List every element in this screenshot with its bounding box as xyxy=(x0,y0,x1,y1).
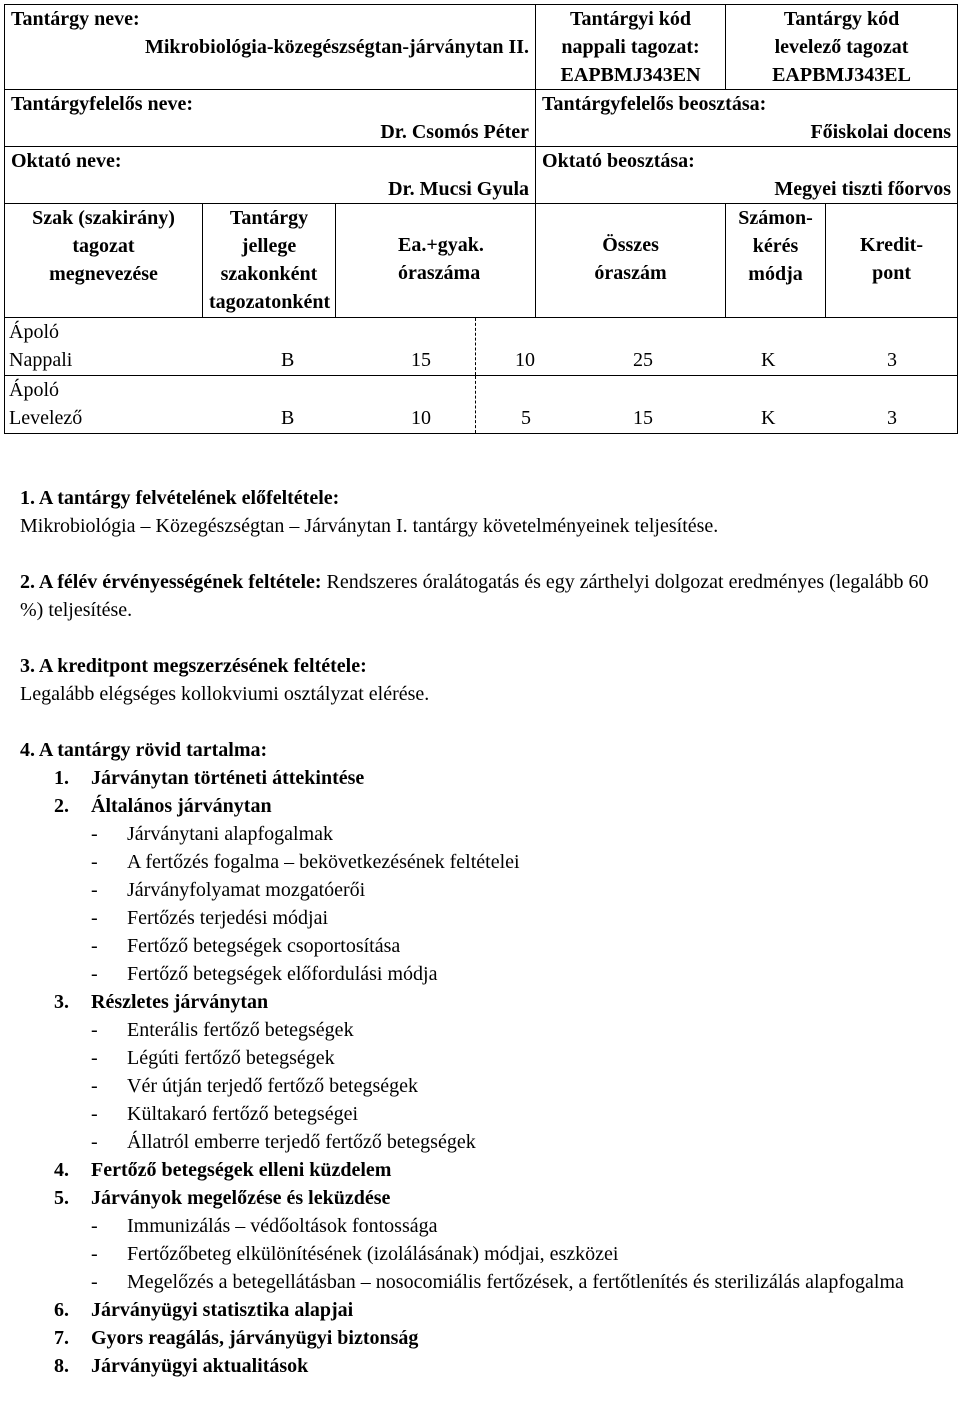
col-jelleg xyxy=(203,204,336,318)
subject-name-label: Tantárgy neve: xyxy=(11,8,140,30)
topic-item xyxy=(20,1184,940,1212)
row-kredit: 3 xyxy=(887,407,897,429)
responsible-position-cell xyxy=(536,90,958,147)
col-szamon-line: kérés xyxy=(752,235,799,257)
row-szamonkeres: K xyxy=(761,407,776,429)
section-title: 4. A tantárgy rövid tartalma: xyxy=(20,739,268,761)
topic-subitem: - Immunizálás – védőoltások fontossága xyxy=(91,1215,438,1237)
topic-subitem-text: Fertőző betegségek csoportosítása xyxy=(127,935,401,957)
code-corr: EAPBMJ343EL xyxy=(772,64,911,86)
row-cell xyxy=(5,376,958,434)
topic-title: Járványügyi statisztika alapjai xyxy=(91,1299,354,1321)
topic-subitem: - Fertőzés terjedési módjai xyxy=(91,907,329,929)
col-jelleg-line: szakonként xyxy=(220,263,318,285)
topic-item xyxy=(20,988,940,1016)
col-szak-line: megnevezése xyxy=(49,263,158,285)
row-szak: Ápoló xyxy=(9,321,59,343)
topic-subitem-text: A fertőzés fogalma – bekövetkezésének feltételei xyxy=(127,851,520,873)
teacher-position-label: Oktató beosztása: xyxy=(542,150,695,172)
code-day-label-2: nappali tagozat: xyxy=(561,36,700,58)
row-cell xyxy=(5,318,958,376)
row-tagozat: Nappali xyxy=(9,349,73,371)
subject-name-cell xyxy=(5,5,536,90)
teacher-label: Oktató neve: xyxy=(11,150,122,172)
col-jelleg-line: jellege xyxy=(241,235,297,257)
responsible-name: Dr. Csomós Péter xyxy=(380,121,530,143)
col-osszes-line: óraszám xyxy=(594,262,667,284)
responsible-cell xyxy=(5,90,536,147)
topic-title: Járványtan történeti áttekintése xyxy=(91,767,365,789)
row-ea: 10 xyxy=(411,407,431,429)
code-corr-label-2: levelező tagozat xyxy=(774,36,909,58)
topic-subitem: - A fertőzés fogalma – bekövetkezésének feltételei xyxy=(91,851,520,873)
topic-subitem-text: Megelőzés a betegellátásban – nosocomiális fertőzések, a fertőtlenítés és sterilizálás alapfogalma xyxy=(127,1271,904,1293)
topic-item xyxy=(20,1156,940,1184)
topic-title: Részletes járványtan xyxy=(91,991,269,1013)
topic-subitem: - Légúti fertőző betegségek xyxy=(91,1047,335,1069)
topic-subitem-text: Járványtani alapfogalmak xyxy=(127,823,334,845)
code-day: EAPBMJ343EN xyxy=(560,64,701,86)
topic-title: Járványok megelőzése és leküzdése xyxy=(91,1187,391,1209)
topic-number: 4. xyxy=(54,1159,69,1181)
subject-table xyxy=(4,4,957,434)
row-szak: Ápoló xyxy=(9,379,59,401)
topic-title: Gyors reagálás, járványügyi biztonság xyxy=(91,1327,419,1349)
section-title: 1. A tantárgy felvételének előfeltétele: xyxy=(20,487,340,509)
teacher-name: Dr. Mucsi Gyula xyxy=(388,178,530,200)
col-szamonkeres xyxy=(726,204,826,318)
col-osszes-line: Összes xyxy=(602,234,659,256)
topic-subitem: - Járványfolyamat mozgatóerői xyxy=(91,879,366,901)
topic-subitem-text: Enterális fertőző betegségek xyxy=(127,1019,354,1041)
row-jelleg: B xyxy=(281,349,295,371)
subject-name: Mikrobiológia-közegészségtan-járványtan II. xyxy=(144,36,530,58)
row-jelleg: B xyxy=(281,407,295,429)
row-osszes: 25 xyxy=(633,349,653,371)
row-gyak: 10 xyxy=(515,349,535,371)
col-jelleg-line: tagozatonként xyxy=(209,291,331,313)
section-prerequisite xyxy=(20,484,940,540)
col-szamon-line: módja xyxy=(748,263,803,285)
teacher-position-cell xyxy=(536,147,958,204)
topic-subitem-text: Légúti fertőző betegségek xyxy=(127,1047,335,1069)
col-szak-line: Szak (szakirány) xyxy=(32,207,175,229)
topic-subitem-text: Vér útján terjedő fertőző betegségek xyxy=(127,1075,418,1097)
topic-subitem: - Megelőzés a betegellátásban – nosocomiális fertőzések, a fertőtlenítés és sterilizálás alapfogalma xyxy=(91,1271,904,1293)
topic-subitem-text: Immunizálás – védőoltások fontossága xyxy=(127,1215,438,1237)
table-row xyxy=(5,376,958,434)
topic-title: Általános járványtan xyxy=(91,795,272,817)
col-szak xyxy=(5,204,203,318)
col-szak-line: tagozat xyxy=(72,235,135,257)
topic-item xyxy=(20,792,940,820)
section-validity xyxy=(20,568,940,624)
code-day-cell xyxy=(536,5,726,90)
topic-subitem: - Fertőző betegségek előfordulási módja xyxy=(91,963,438,985)
row-values xyxy=(9,404,953,432)
topic-number: 6. xyxy=(54,1299,69,1321)
topic-subitem-text: Fertőző betegségek előfordulási módja xyxy=(127,963,438,985)
section-title: 3. A kreditpont megszerzésének feltétele: xyxy=(20,655,367,677)
topic-subitem-text: Fertőzőbeteg elkülönítésének (izolálásának) módjai, eszközei xyxy=(127,1243,619,1265)
topic-number: 7. xyxy=(54,1327,69,1349)
col-kredit-line: Kredit- xyxy=(860,234,923,256)
topic-subitem: - Enterális fertőző betegségek xyxy=(91,1019,354,1041)
topic-title: Fertőző betegségek elleni küzdelem xyxy=(91,1159,392,1181)
topic-subitem-text: Kültakaró fertőző betegségei xyxy=(127,1103,359,1125)
topic-number: 3. xyxy=(54,991,69,1013)
teacher-position: Megyei tiszti főorvos xyxy=(774,178,952,200)
topic-number: 1. xyxy=(54,767,69,789)
topic-item xyxy=(20,1296,940,1324)
topic-subitem: - Kültakaró fertőző betegségei xyxy=(91,1103,359,1125)
topic-subitem: - Járványtani alapfogalmak xyxy=(91,823,334,845)
topic-item xyxy=(20,1324,940,1352)
row-tagozat: Levelező xyxy=(9,407,83,429)
responsible-position: Főiskolai docens xyxy=(810,121,952,143)
topic-number: 2. xyxy=(54,795,69,817)
code-day-label: Tantárgyi kód xyxy=(570,8,692,30)
teacher-cell xyxy=(5,147,536,204)
col-kredit xyxy=(826,204,958,318)
topic-item xyxy=(20,764,940,792)
col-jelleg-line: Tantárgy xyxy=(229,207,309,229)
row-ea: 15 xyxy=(411,349,431,371)
section-contents xyxy=(20,736,940,1380)
table-row xyxy=(5,318,958,376)
topic-subitem: - Állatról emberre terjedő fertőző betegségek xyxy=(91,1131,476,1153)
row-values xyxy=(9,346,953,374)
row-osszes: 15 xyxy=(633,407,653,429)
topic-number: 8. xyxy=(54,1355,69,1377)
code-corr-label: Tantárgy kód xyxy=(783,8,900,30)
row-gyak: 5 xyxy=(521,407,531,429)
col-osszes xyxy=(536,204,726,318)
topic-number: 5. xyxy=(54,1187,69,1209)
topic-subitem: - Vér útján terjedő fertőző betegségek xyxy=(91,1075,418,1097)
syllabus-content xyxy=(20,484,940,1380)
section-credit xyxy=(20,652,940,708)
row-kredit: 3 xyxy=(887,349,897,371)
row-szamonkeres: K xyxy=(761,349,776,371)
responsible-position-label: Tantárgyfelelős beosztása: xyxy=(542,93,767,115)
topic-title: Járványügyi aktualitások xyxy=(91,1355,309,1377)
topic-subitem-text: Fertőzés terjedési módjai xyxy=(127,907,329,929)
topic-list xyxy=(20,764,940,1380)
col-ora xyxy=(336,204,536,318)
topic-item xyxy=(20,1352,940,1380)
topic-subitem: - Fertőző betegségek csoportosítása xyxy=(91,935,401,957)
responsible-label: Tantárgyfelelős neve: xyxy=(11,93,194,115)
col-kredit-line: pont xyxy=(872,262,911,284)
col-szamon-line: Számon- xyxy=(738,207,813,229)
section-text: Legalább elégséges kollokviumi osztályzat elérése. xyxy=(20,683,430,705)
code-corr-cell xyxy=(726,5,958,90)
section-text: Rendszeres óralátogatás és egy zárthelyi dolgozat eredményes (legalább 60 %) teljesítése. xyxy=(20,571,929,621)
col-ora-line: Ea.+gyak. xyxy=(398,234,484,256)
col-ora-line: óraszáma xyxy=(398,262,481,284)
section-title: 2. A félév érvényességének feltétele: xyxy=(20,571,322,593)
topic-subitem-text: Állatról emberre terjedő fertőző betegségek xyxy=(127,1131,476,1153)
topic-subitem-text: Járványfolyamat mozgatóerői xyxy=(127,879,366,901)
section-text: Mikrobiológia – Közegészségtan – Járványtan I. tantárgy követelményeinek teljesítése. xyxy=(20,515,719,537)
topic-subitem: - Fertőzőbeteg elkülönítésének (izolálásának) módjai, eszközei xyxy=(91,1243,619,1265)
